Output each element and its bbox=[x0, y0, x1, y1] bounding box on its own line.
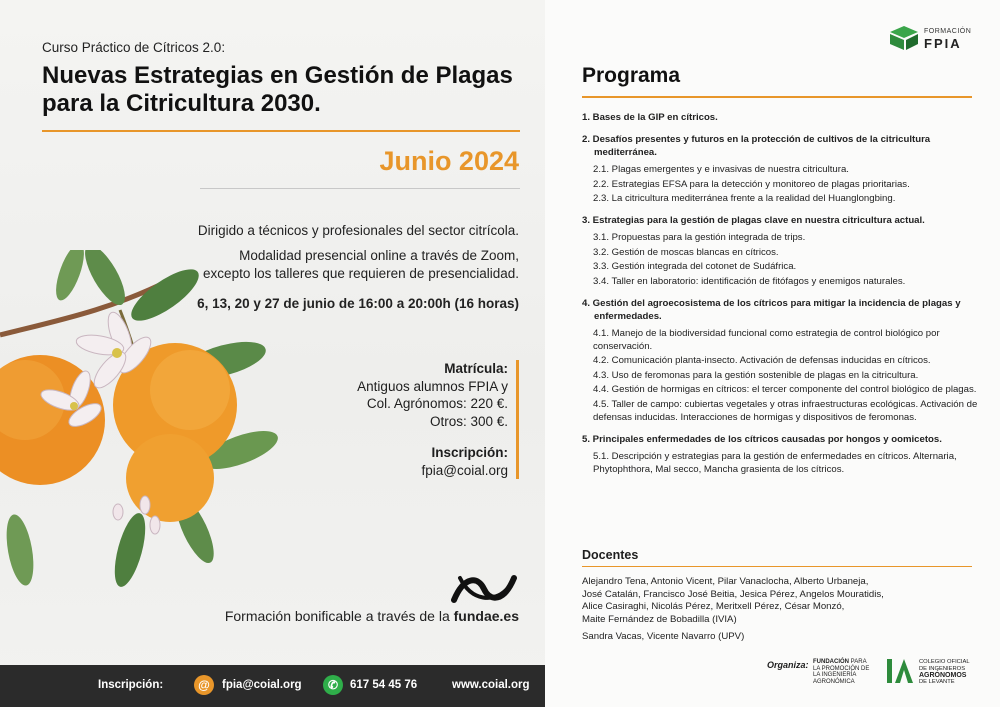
docentes-line: Alejandro Tena, Antonio Vicent, Pilar Vanaclocha, Alberto Urbaneja, bbox=[582, 576, 869, 587]
fundacion-logo bbox=[813, 659, 869, 685]
fundacion-name: FUNDACIÓN bbox=[813, 659, 849, 665]
price-line-3: Otros: 300 €. bbox=[429, 413, 508, 429]
program-item: 3.2. Gestión de moscas blancas en cítricos. bbox=[593, 246, 779, 258]
docentes-list bbox=[582, 576, 982, 649]
program-section bbox=[582, 133, 982, 205]
program-item: 2.3. La citricultura mediterránea frente a la realidad del Huanglongbing. bbox=[593, 193, 896, 204]
inscripcion-label: Inscripción: bbox=[431, 445, 508, 460]
docentes-divider bbox=[582, 566, 972, 567]
fundacion-text: AGRONÓMICA bbox=[813, 678, 855, 685]
fpia-logo-mark-icon bbox=[888, 24, 920, 50]
colegio-text: COLEGIO OFICIAL bbox=[919, 659, 970, 665]
program-item: 3.4. Taller en laboratorio: identificación de fitófagos y enemigos naturales. bbox=[593, 275, 906, 287]
footer-email[interactable]: fpia@coial.org bbox=[222, 679, 302, 691]
program-section bbox=[582, 214, 982, 288]
fpia-logo-main: FPIA bbox=[924, 36, 962, 51]
program-item: 2.1. Plagas emergentes y e invasivas de nuestra citricultura. bbox=[593, 164, 849, 175]
course-title bbox=[42, 62, 532, 118]
fundae-brand[interactable]: fundae.es bbox=[453, 608, 519, 624]
date-divider bbox=[200, 188, 520, 189]
section-title: 3. Estrategias para la gestión de plagas clave en nuestra citricultura actual. bbox=[582, 215, 925, 226]
docentes-ivia bbox=[582, 576, 982, 626]
docentes-line: Maite Fernández de Bobadilla (IVIA) bbox=[582, 613, 737, 625]
title-line-1: Nuevas Estrategias en Gestión de Plagas bbox=[42, 62, 513, 89]
program-item: 5.1. Descripción y estrategias para la gestión de enfermedades en cítricos. Alternaria, Phytophthora, Mal secco, Mancha grasienta de los cítricos. bbox=[593, 450, 957, 475]
docentes-upv: Sandra Vacas, Vicente Navarro (UPV) bbox=[582, 631, 745, 642]
fundae-text bbox=[225, 608, 519, 624]
fundae-text-main: Formación bonificable a través de la bbox=[224, 608, 450, 624]
section-title: 1. Bases de la GIP en cítricos. bbox=[582, 112, 718, 123]
fpia-logo bbox=[888, 24, 998, 52]
program-item: 2.2. Estrategias EFSA para la detección y monitoreo de plagas prioritarias. bbox=[593, 178, 910, 190]
audience-text: Dirigido a técnicos y profesionales del sector citrícola. bbox=[197, 223, 519, 238]
program-item: 4.1. Manejo de la biodiversidad funcional como estrategia de control biológico por conservación. bbox=[593, 327, 940, 352]
section-title: 4. Gestión del agroecosistema de los cítricos para mitigar la incidencia de plagas y enfermedades. bbox=[582, 297, 961, 322]
docentes-line: Alice Casiraghi, Nicolás Pérez, Meritxell Pérez, César Monzó, bbox=[582, 601, 845, 612]
price-line-1: Antiguos alumnos FPIA y bbox=[357, 378, 508, 394]
matricula-label: Matrícula: bbox=[444, 361, 508, 376]
title-line-2: para la Citricultura 2030. bbox=[42, 90, 321, 117]
program-title: Programa bbox=[582, 64, 681, 87]
program-section bbox=[582, 433, 982, 476]
schedule-text: 6, 13, 20 y 27 de junio de 16:00 a 20:00h (16 horas) bbox=[197, 296, 519, 311]
course-date: Junio 2024 bbox=[379, 146, 519, 176]
program-item: 4.3. Uso de feromonas para la gestión sostenible de plagas en la citricultura. bbox=[593, 369, 919, 381]
program-item: 4.4. Gestión de hormigas en cítricos: el tercer componente del control biológico de plagas. bbox=[593, 384, 977, 395]
footer-bar bbox=[0, 665, 545, 707]
email-icon: @ bbox=[194, 675, 214, 695]
docentes-line: José Catalán, Francisco José Beitia, Jesica Pérez, Angelos Mouratidis, bbox=[582, 588, 884, 600]
fundacion-text: PARA bbox=[850, 659, 867, 665]
inscripcion-email[interactable]: fpia@coial.org bbox=[421, 462, 508, 478]
footer-inscripcion-label: Inscripción: bbox=[98, 679, 164, 691]
program-section bbox=[582, 297, 982, 424]
footer-website[interactable]: www.coial.org bbox=[452, 679, 530, 691]
colegio-text: AGRÓNOMOS bbox=[919, 671, 967, 679]
fundae-logo bbox=[450, 572, 520, 606]
program-item: 4.5. Taller de campo: cubiertas vegetales y otras infraestructuras ecológicas. Activación de defensas inducidas. Interacciones de hormigas y dispositivos de feromonas. bbox=[593, 398, 978, 423]
program-list bbox=[582, 111, 982, 485]
price-line-2: Col. Agrónomos: 220 €. bbox=[366, 396, 508, 411]
program-item: 4.2. Comunicación planta-insecto. Activación de defensas inducidas en cítricos. bbox=[593, 355, 931, 366]
program-section bbox=[582, 111, 982, 124]
right-panel bbox=[545, 0, 1000, 707]
program-item: 3.3. Gestión integrada del cotonet de Sudáfrica. bbox=[593, 261, 797, 272]
title-divider bbox=[42, 130, 520, 132]
program-item: 3.1. Propuestas para la gestión integrada de trips. bbox=[593, 232, 806, 243]
footer-phone[interactable]: 617 54 45 76 bbox=[350, 679, 418, 691]
section-title: 5. Principales enfermedades de los cítricos causadas por hongos y oomicetos. bbox=[582, 433, 942, 445]
fundacion-text: LA INGENIERÍA bbox=[813, 672, 857, 678]
organiza-label: Organiza: bbox=[767, 660, 809, 670]
pricing-box bbox=[357, 360, 519, 479]
program-divider bbox=[582, 96, 972, 98]
colegio-logo-icon bbox=[885, 657, 915, 685]
modality-line-1: Modalidad presencial online a través de Zoom, bbox=[239, 248, 519, 263]
colegio-text: DE INGENIEROS bbox=[919, 665, 966, 672]
modality-line-2: excepto los talleres que requieren de presencialidad. bbox=[203, 266, 519, 281]
colegio-text: DE LEVANTE bbox=[919, 679, 955, 686]
fundacion-text: LA PROMOCIÓN DE bbox=[813, 665, 870, 672]
course-subtitle: Curso Práctico de Cítricos 2.0: bbox=[42, 40, 226, 55]
colegio-logo-text bbox=[919, 659, 970, 686]
docentes-title: Docentes bbox=[582, 548, 639, 562]
whatsapp-icon: ✆ bbox=[323, 675, 343, 695]
section-title: 2. Desafíos presentes y futuros en la protección de cultivos de la citricultura mediterránea. bbox=[582, 134, 931, 158]
fpia-logo-top: FORMACIÓN bbox=[924, 28, 972, 35]
orange-branch-illustration bbox=[0, 250, 320, 600]
